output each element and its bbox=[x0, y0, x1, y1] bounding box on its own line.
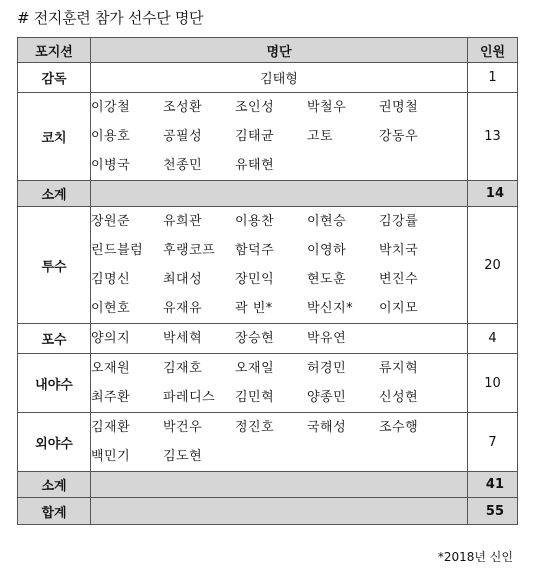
player-name: 고토 bbox=[307, 129, 334, 144]
player-count: 7 bbox=[468, 413, 518, 472]
player-name: 이용찬 bbox=[235, 214, 275, 229]
player-name: 유희관 bbox=[163, 214, 203, 229]
catchers-names bbox=[91, 324, 467, 353]
player-name: 김재환 bbox=[91, 420, 131, 435]
player-name: 최대성 bbox=[163, 272, 203, 287]
player-name: 정진호 bbox=[235, 420, 275, 435]
player-name: 박유연 bbox=[307, 331, 347, 346]
player-name: 김명신 bbox=[91, 272, 131, 287]
infielders-row bbox=[18, 354, 518, 413]
player-name: 박건우 bbox=[163, 420, 203, 435]
player-name: 곽 빈* bbox=[235, 301, 273, 316]
player-name: 최주환 bbox=[91, 390, 131, 405]
subtotal-row bbox=[18, 181, 518, 207]
player-name: 박신지* bbox=[307, 301, 354, 316]
manager-row bbox=[18, 63, 518, 93]
roster-table bbox=[17, 37, 518, 525]
manager-name: 김태형 bbox=[91, 63, 468, 93]
header-position: 포지션 bbox=[18, 38, 91, 63]
position-label: 투수 bbox=[18, 207, 91, 324]
player-name: 파레디스 bbox=[163, 390, 216, 405]
player-name: 이강철 bbox=[91, 100, 131, 115]
position-label: 내야수 bbox=[18, 354, 91, 413]
player-name: 린드블럼 bbox=[91, 243, 144, 258]
player-name: 국해성 bbox=[307, 420, 347, 435]
player-name: 오재일 bbox=[235, 361, 275, 376]
player-name: 오재원 bbox=[91, 361, 131, 376]
subtotal-label: 소계 bbox=[18, 181, 91, 207]
player-name: 권명철 bbox=[379, 100, 419, 115]
player-name: 이병국 bbox=[91, 158, 131, 173]
outfielders-names bbox=[91, 413, 467, 471]
total-label: 합계 bbox=[18, 498, 91, 525]
position-label: 감독 bbox=[18, 63, 91, 93]
player-name: 허경민 bbox=[307, 361, 347, 376]
pitchers-names bbox=[91, 207, 467, 323]
player-count: 4 bbox=[468, 324, 518, 354]
player-name: 천종민 bbox=[163, 158, 203, 173]
outfielders-row bbox=[18, 413, 518, 472]
player-name: 공필성 bbox=[163, 129, 203, 144]
subtotal-label: 소계 bbox=[18, 472, 91, 498]
player-name: 함덕주 bbox=[235, 243, 275, 258]
player-name: 강동우 bbox=[379, 129, 419, 144]
player-name: 양의지 bbox=[91, 331, 131, 346]
player-name: 이영하 bbox=[307, 243, 347, 258]
player-name: 장민익 bbox=[235, 272, 275, 287]
player-name: 조수행 bbox=[379, 420, 419, 435]
player-name: 백민기 bbox=[91, 449, 131, 464]
position-label: 코치 bbox=[18, 93, 91, 181]
player-name: 유태현 bbox=[235, 158, 275, 173]
player-name: 박치국 bbox=[379, 243, 419, 258]
coaches-row bbox=[18, 93, 518, 181]
player-name: 김민혁 bbox=[235, 390, 275, 405]
player-name: 장승현 bbox=[235, 331, 275, 346]
player-name: 양종민 bbox=[307, 390, 347, 405]
player-name: 현도훈 bbox=[307, 272, 347, 287]
player-name: 김강률 bbox=[379, 214, 419, 229]
player-name: 김재호 bbox=[163, 361, 203, 376]
player-name: 후랭코프 bbox=[163, 243, 216, 258]
player-count: 13 bbox=[468, 93, 518, 181]
player-name: 박세혁 bbox=[163, 331, 203, 346]
player-name: 조성환 bbox=[163, 100, 203, 115]
player-count: 20 bbox=[468, 207, 518, 324]
subtotal-count: 41 bbox=[468, 472, 518, 498]
subtotal-count: 14 bbox=[468, 181, 518, 207]
coaches-names bbox=[91, 93, 467, 180]
total-row bbox=[18, 498, 518, 525]
player-name: 유재유 bbox=[163, 301, 203, 316]
page-title: # 전지훈련 참가 선수단 명단 bbox=[17, 9, 204, 27]
player-name: 박철우 bbox=[307, 100, 347, 115]
player-name: 조인성 bbox=[235, 100, 275, 115]
player-name: 류지혁 bbox=[379, 361, 419, 376]
total-count: 55 bbox=[468, 498, 518, 525]
player-name: 이현호 bbox=[91, 301, 131, 316]
player-name: 김태균 bbox=[235, 129, 275, 144]
player-count: 1 bbox=[468, 63, 518, 93]
player-name: 이현승 bbox=[307, 214, 347, 229]
player-name: 장원준 bbox=[91, 214, 131, 229]
pitchers-row bbox=[18, 207, 518, 324]
position-label: 외야수 bbox=[18, 413, 91, 472]
footnote: *2018년 신인 bbox=[437, 550, 513, 564]
player-name: 변진수 bbox=[379, 272, 419, 287]
player-count: 10 bbox=[468, 354, 518, 413]
player-name: 이용호 bbox=[91, 129, 131, 144]
subtotal-row bbox=[18, 472, 518, 498]
position-label: 포수 bbox=[18, 324, 91, 354]
catchers-row bbox=[18, 324, 518, 354]
player-name: 신성현 bbox=[379, 390, 419, 405]
header-names: 명단 bbox=[91, 38, 468, 63]
player-name: 김도현 bbox=[163, 449, 203, 464]
infielders-names bbox=[91, 354, 467, 412]
player-name: 이지모 bbox=[379, 301, 419, 316]
header-row bbox=[18, 38, 518, 63]
header-count: 인원 bbox=[468, 38, 518, 63]
